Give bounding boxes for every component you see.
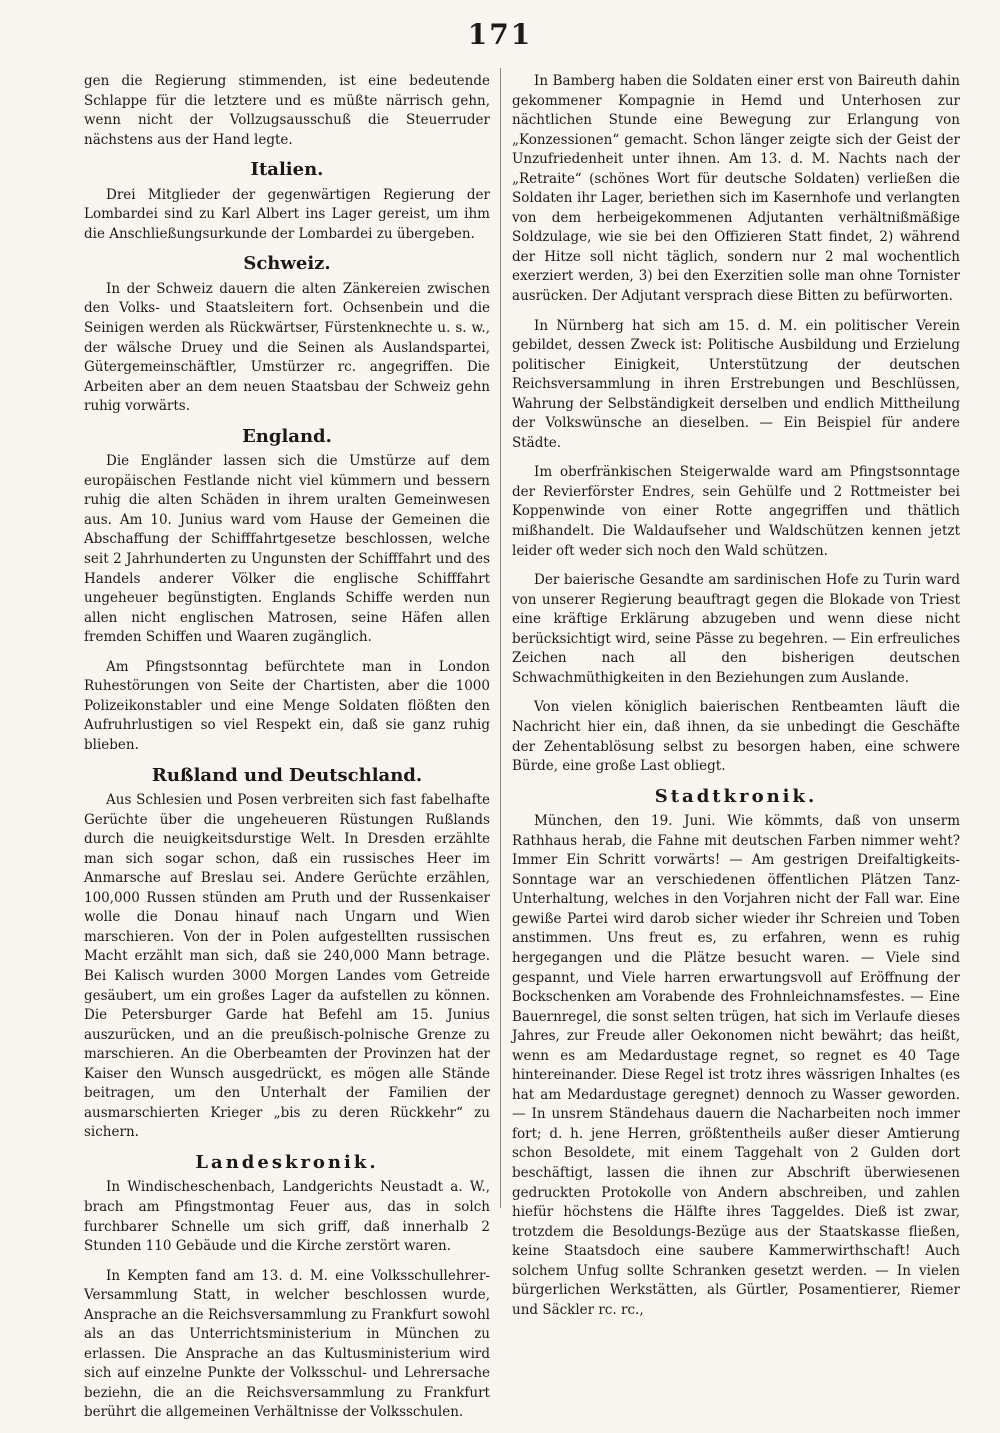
paragraph-russland: Aus Schlesien und Posen verbreiten sich fast fabelhafte Gerüchte über die ungeheueren Rüstungen Rußlands durch die neuigkeitsdurstige Welt. In Dresden erzählte man sich sogar schon, daß ein russisches Heer im Anmarsche auf Breslau sei. Andere Gerüchte erzählen, 100,000 Russen stünden am Pruth und der Russenkaiser wolle die Donau hinauf nach Ungarn und Wien marschieren. Von der in Polen aufgestellten russischen Macht erzählt man sich, daß sie 240,000 Mann betrage. Bei Kalisch wurden 3000 Morgen Landes vom Getreide gesäubert, um ein großes Lager da aufstellen zu können. Die Petersburger Garde hat Befehl am 15. Junius auszurücken, und an die preußisch-polnische Grenze zu marschieren. An die Oberbeamten der Provinzen hat der Kaiser den Wunsch ausgedrückt, es mögen alle Stände beitragen, um den Unterhalt der Familien der ausmarschierten Krieger „bis zu deren Rückkehr“ zu sichern. (84, 792, 490, 1141)
paragraph-nuernberg: In Nürnberg hat sich am 15. d. M. ein politischer Verein gebildet, dessen Zweck ist: Politische Ausbildung und Erzielung politischer Einigkeit, Unterstützung der deutschen Reichsversammlung in ihren Erstrebungen und Beschlüssen, Wahrung der Selbständigkeit derselben und endlich Mittheilung der Volkswünsche an dieselben. — Ein Beispiel für andere Städte. (512, 317, 960, 451)
heading-landeskronik: Landeskronik. (195, 1151, 379, 1173)
paragraph-turin: Der baierische Gesandte am sardinischen Hofe zu Turin ward von unserer Regierung beauftragt gegen die Blokade von Triest eine kräftige Erklärung abzugeben und wenn diese nicht berücksichtigt wird, seine Pässe zu begehren. — Ein erfreuliches Zeichen nach all den bisherigen deutschen Schwachmüthigkeiten in den Beziehungen zum Auslande. (512, 572, 960, 686)
paragraph-continuation: gen die Regierung stimmenden, ist eine bedeutende Schlappe für die letztere und es müßte närrisch gehn, wenn nicht der Vollzugsausschuß die Steuerruder nächstens aus der Hand legte. (84, 73, 490, 148)
paragraph-landeskronik-1: In Windischeschenbach, Landgerichts Neustadt a. W., brach am Pfingstmontag Feuer aus, das in solch furchbarer Schnelle um sich griff, daß innerhalb 2 Stunden 110 Gebäude und die Kirche zerstört waren. (84, 1179, 490, 1255)
paragraph-rentbeamte: Von vielen königlich baierischen Rentbeamten läuft die Nachricht hier ein, daß ihnen, da sie unbedingt die Geschäfte der Zehentablösung selbst zu besorgen haben, eine schwere Bürde, eine große Last obliegt. (512, 699, 960, 775)
column-divider (500, 68, 501, 1208)
paragraph-steigerwald: Im oberfränkischen Steigerwalde ward am Pfingstsonntage der Revierförster Endres, sein Gehülfe und 2 Rottmeister bei Koppenwinde von einer Rotte angegriffen und thätlich mißhandelt. Die Waldaufseher und Waldschützen kennen jetzt leider oft weder sich noch den Wald schützen. (512, 464, 960, 559)
paragraph-schweiz: In der Schweiz dauern die alten Zänkereien zwischen den Volks- und Staatsleitern fort. Ochsenbein und die Seinigen werden als Rückwärtser, Fürstenknechte u. s. w., der wälsche Druey und die Seinen als Auslandspartei, Gütergemeinschäftler, Umstürzer rc. angegriffen. Die Arbeiten aber an dem neuen Staatsbau der Schweiz gehn ruhig vorwärts. (84, 280, 490, 415)
right-column (512, 72, 960, 1330)
paragraph-bamberg: In Bamberg haben die Soldaten einer erst von Baireuth dahin gekommener Kompagnie in Hemd und Unterhosen zur nächtlichen Stunde eine Bewegung zur Erlangung von „Konzessionen“ gemacht. Schon länger zeigte sich der Geist der Unzufriedenheit unter ihnen. Am 13. d. M. Nachts nach der „Retraite“ (schönes Wort für deutsche Soldaten) verließen die Soldaten ihr Lager, beriethen sich im Kasernhofe und verlangten von dem herbeigekommenen Adjutanten verhältnißmäßige Soldzulage, wie sie bei den Offizieren Statt findet, 2) während der Hitze soll nicht täglich, sondern nur 2 mal wochentlich exerziert werden, 3) bei den Exerzitien solle man ohne Tornister ausrücken. Der Adjutant versprach diese Bitten zu befürworten. (512, 73, 960, 305)
heading-italien: Italien. (250, 159, 324, 181)
heading-stadtkronik: Stadtkronik. (654, 785, 818, 807)
heading-russland: Rußland und Deutschland. (151, 764, 423, 786)
heading-england: England. (242, 425, 332, 447)
paragraph-landeskronik-2: In Kempten fand am 13. d. M. eine Volksschullehrer-Versammlung Statt, in welcher beschlossen wurde, Ansprache an die Reichsversammlung zu Frankfurt sowohl als an das Unterrichtsministerium in München zu erlassen. Die Ansprache an das Kultusministerium wird sich auf einzelne Punkte der Volksschul- und Lehrersache beziehn, die an die Reichsversammlung zu Frankfurt berührt die allgemeinen Verhältnisse der Volksschulen. (84, 1267, 490, 1421)
page-number: 171 (467, 18, 533, 51)
left-column (84, 72, 490, 1433)
paragraph-stadtkronik: München, den 19. Juni. Wie kömmts, daß von unserm Rathhaus herab, die Fahne mit deutschen Farben nimmer weht? Immer Ein Schritt vorwärts! — Am gestrigen Dreifaltigkeits-Sonntage war an verschiedenen öffentlichen Plätzen Tanz-Unterhaltung, welches in den Vorjahren nicht der Fall war. Eine gewiße Partei wird darob sicher wieder ihr Schreien und Toben anstimmen. Uns freut es, zu erfahren, wenn es ruhig hergegangen und die Plätze besucht waren. — Viele sind gespannt, und Viele harren erwartungsvoll auf Eröffnung der Bockschenken am Vorabende des Frohnleichnamsfestes. — Eine Bauernregel, die sonst selten trügen, hat sich im Verlaufe dieses Jahres, zur Freude aller Oekonomen nicht bewährt; das heißt, wenn es am Medardustage regnet, so regnet es 40 Tage hintereinander. Diese Regel ist trotz ihres wässrigen Inhaltes (es hat am Medardustage geregnet) dennoch zu Wasser geworden. — In unsrem Ständehaus dauern die Nacharbeiten noch immer fort; d. h. jene Herren, größtentheils außer dieser Amtierung schon Besoldete, mit einem Taggehalt von 2 Gulden dort beschäftigt, lassen die ihnen zur Abschrift überwiesenen gedruckten Protokolle von Andern abschreiben, und zahlen hiefür höchstens die Hälfte ihres Taggeldes. Dieß ist zwar, trotzdem die Besoldungs-Bezüge aus der Staatskasse fließen, keine Staatsdoch eine saubere Kammerwirthschaft! Auch solchem Unfug sollte Schranken gesetzt werden. — In vielen bürgerlichen Werkstätten, als Gürtler, Posamentierer, Riemer und Säckler rc. rc., (512, 813, 960, 1318)
heading-schweiz: Schweiz. (243, 253, 331, 275)
paragraph-england-2: Am Pfingstsonntag befürchtete man in London Ruhestörungen von Seite der Chartisten, aber die 1000 Polizeikonstabler und eine Menge Soldaten flößten den Aufruhrlustigen so viel Respekt ein, daß sie ganz ruhig blieben. (84, 658, 490, 753)
paragraph-italien: Drei Mitglieder der gegenwärtigen Regierung der Lombardei sind zu Karl Albert ins Lager gereist, um ihm die Anschließungsurkunde der Lombardei zu übergeben. (84, 186, 490, 242)
paragraph-england-1: Die Engländer lassen sich die Umstürze auf dem europäischen Festlande nicht viel kümmern und bessern ruhig die alten Schäden in ihrem uralten Gemeinwesen aus. Am 10. Junius ward vom Hause der Gemeinen die Abschaffung der Schifffahrtgesetze beschlossen, welche seit 2 Jahrhunderten zu Ungunsten der Schifffahrt und des Handels anderer Völker die englische Schifffahrt ungeheuer begünstigten. Englands Schiffe werden nun allen nicht englischen Matrosen, seine Häfen allen fremden Schiffen und Waaren zugänglich. (84, 453, 490, 646)
